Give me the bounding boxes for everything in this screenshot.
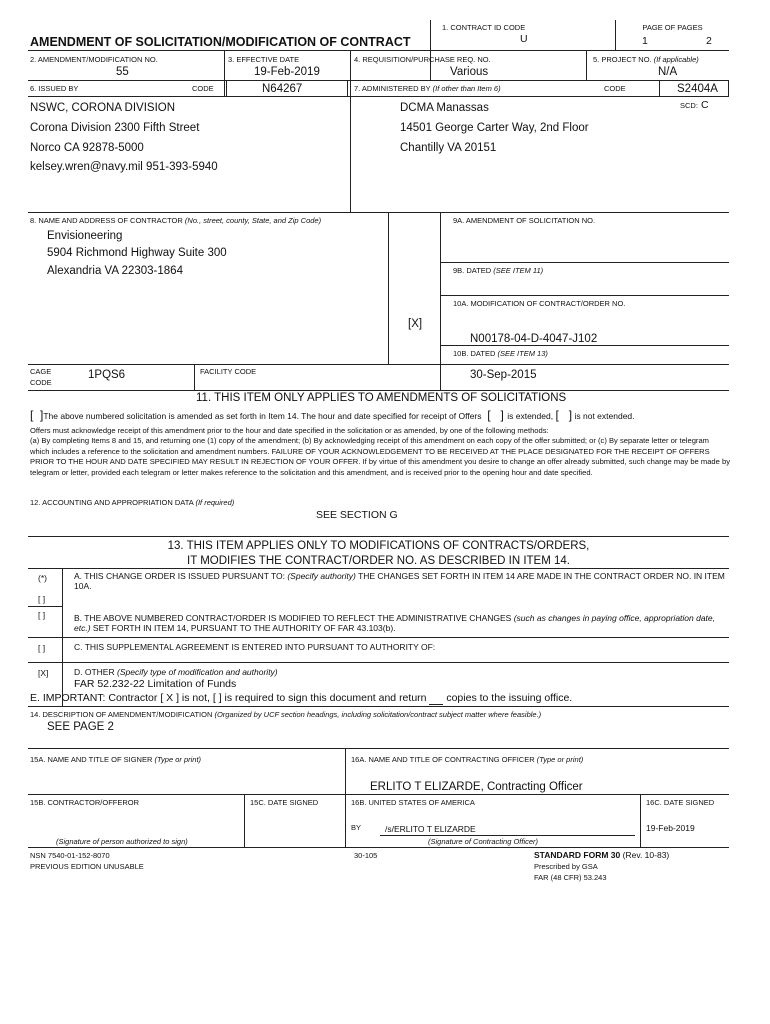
pages-label: PAGE OF PAGES (642, 23, 703, 32)
rule (28, 662, 729, 663)
f4-value: Various (450, 66, 489, 78)
f15a-label: 15A. NAME AND TITLE OF SIGNER (Type or print) (30, 755, 202, 764)
rule (28, 794, 729, 795)
f1-label: 1. CONTRACT ID CODE (442, 23, 526, 32)
rule (345, 748, 346, 847)
form-title: AMENDMENT OF SOLICITATION/MODIFICATION OF CONTRACT (30, 35, 411, 49)
f10a-checkbox: [X] (408, 318, 423, 330)
rule (28, 50, 729, 51)
f16b-value: /s/ERLITO T ELIZARDE (385, 824, 476, 834)
f16c-value: 19-Feb-2019 (646, 823, 695, 833)
form-number: 30-105 (354, 851, 378, 860)
sig-contractor-caption: (Signature of person authorized to sign) (56, 837, 188, 846)
f7-label: 7. ADMINISTERED BY (If other than Item 6) (354, 84, 501, 93)
sf-title: STANDARD FORM 30 (Rev. 10-83) (534, 850, 670, 860)
rule (28, 847, 729, 848)
f6-label: 6. ISSUED BY (30, 84, 79, 93)
signature-line (380, 835, 635, 836)
rule (28, 364, 729, 365)
page-number: 1 (642, 35, 648, 47)
f2-label: 2. AMENDMENT/MODIFICATION NO. (30, 55, 158, 64)
f6-code-label: CODE (192, 84, 214, 93)
rule (440, 295, 729, 296)
important-line: E. IMPORTANT: Contractor [ X ] is not, [ ] is required to sign this document and return copies to the issuing office. (30, 692, 573, 704)
f12-value: SEE SECTION G (316, 509, 398, 521)
item11-line1: [ ]The above numbered solicitation is amended as set forth in Item 14. The hour and date specified for receipt of Offers [ ] is extended, [ ] is not extended. (30, 408, 635, 422)
f5-value: N/A (658, 66, 678, 78)
rule (440, 262, 729, 263)
admin-line-2: 14501 George Carter Way, 2nd Floor (400, 122, 589, 134)
rule (586, 50, 587, 80)
rule (194, 364, 195, 390)
item13d-mark: [X] (38, 668, 49, 678)
rule (28, 390, 729, 391)
facility-label: FACILITY CODE (200, 367, 257, 376)
f1-value: U (520, 33, 528, 45)
sig-officer-caption: (Signature of Contracting Officer) (428, 837, 539, 846)
previous-edition: PREVIOUS EDITION UNUSABLE (30, 862, 144, 871)
f3-value: 19-Feb-2019 (254, 66, 320, 78)
rule (28, 536, 729, 537)
f16a-value: ERLITO T ELIZARDE, Contracting Officer (370, 781, 583, 793)
item13-heading-1: 13. THIS ITEM APPLIES ONLY TO MODIFICATIONS OF CONTRACTS/ORDERS, (167, 540, 590, 552)
f15b-label: 15B. CONTRACTOR/OFFEROR (30, 798, 140, 807)
rule (440, 212, 441, 390)
contractor-line-1: Envisioneering (47, 230, 123, 242)
f9a-label: 9A. AMENDMENT OF SOLICITATION NO. (453, 216, 596, 225)
far-ref: FAR (48 CFR) 53.243 (534, 873, 607, 882)
item13-heading-2: IT MODIFIES THE CONTRACT/ORDER NO. AS DESCRIBED IN ITEM 14. (187, 555, 570, 567)
rule (28, 96, 729, 97)
f16c-label: 16C. DATE SIGNED (646, 798, 715, 807)
cage-value: 1PQS6 (88, 369, 126, 381)
by-label: BY (351, 823, 362, 832)
contractor-line-2: 5904 Richmond Highway Suite 300 (47, 247, 227, 259)
f15c-label: 15C. DATE SIGNED (250, 798, 319, 807)
cage-label-2: CODE (30, 378, 52, 387)
rule (28, 606, 62, 607)
item13-blank-mark: [ ] (38, 594, 46, 604)
f6-code-value: N64267 (262, 83, 303, 95)
rule (640, 794, 641, 847)
rule (244, 794, 245, 847)
admin-line-3: Chantilly VA 20151 (400, 142, 497, 154)
f8-label: 8. NAME AND ADDRESS OF CONTRACTOR (No., street, county, State, and Zip Code) (30, 216, 322, 225)
f7-code-value: S2404A (677, 83, 718, 95)
f10a-value: N00178-04-D-4047-J102 (470, 333, 598, 345)
f14-label: 14. DESCRIPTION OF AMENDMENT/MODIFICATION (Organized by UCF section headings, including solicitation/contract subject matter where feasible.) (30, 710, 542, 719)
rule (28, 706, 729, 707)
prescribed-by: Prescribed by GSA (534, 862, 598, 871)
rule (430, 20, 431, 80)
item13a-mark: (*) (38, 573, 47, 583)
item13c-text: C. THIS SUPPLEMENTAL AGREEMENT IS ENTERED INTO PURSUANT TO AUTHORITY OF: (74, 642, 436, 652)
issuer-line-1: NSWC, CORONA DIVISION (30, 102, 176, 114)
scd-value: C (701, 99, 709, 111)
item11-paragraph: Offers must acknowledge receipt of this amendment prior to the hour and date specified in the solicitation or as amended, by one of the following methods: (a) By completing Items 8 and 15, and returning one (1) copy of the amendment; (b) By acknowledging receipt of this amendment on each copy of the offer submitted; or (c) By separate letter or telegram which includes a reference to the solicitation and amendment numbers. FAILURE OF YOUR ACKNOWLEDGEMENT TO BE RECEIVED AT THE PLACE DESIGNATED FOR THE RECEIPT OF OFFERS PRIOR TO THE HOUR AND DATE SPECIFIED MAY RESULT IN REJECTION OF YOUR OFFER. If by virtue of this amendment you desire to change an offer already submitted, such change may be made by telegram or letter, provided each telegram or letter makes reference to the solicitation and this amendment, and is received prior to the opening hour and date specified. (30, 426, 731, 477)
rule (28, 212, 729, 213)
issuer-line-3: Norco CA 92878-5000 (30, 142, 144, 154)
nsn: NSN 7540-01-152-8070 (30, 851, 110, 860)
f5-label: 5. PROJECT NO. (If applicable) (593, 55, 699, 64)
item13d-text: D. OTHER (Specify type of modification and authority) (74, 667, 278, 677)
f12-label: 12. ACCOUNTING AND APPROPRIATION DATA (If required) (30, 498, 235, 507)
rule (28, 80, 729, 81)
rule (350, 50, 351, 212)
f2-value: 55 (116, 66, 129, 78)
f10a-label: 10A. MODIFICATION OF CONTRACT/ORDER NO. (453, 299, 626, 308)
item13a-text: A. THIS CHANGE ORDER IS ISSUED PURSUANT TO: (Specify authority) THE CHANGES SET FORTH IN ITEM 14 ARE MADE IN THE CONTRACT ORDER NO. IN ITEM 10A. (74, 571, 725, 591)
rule (224, 50, 225, 96)
f14-value: SEE PAGE 2 (47, 721, 114, 733)
item13b-text: B. THE ABOVE NUMBERED CONTRACT/ORDER IS MODIFIED TO REFLECT THE ADMINISTRATIVE CHANGES (such as changes in paying office, appropriation date, etc.) SET FORTH IN ITEM 14, PURSUANT TO THE AUTHORITY OF FAR 43.103(b). (74, 613, 716, 633)
f10b-label: 10B. DATED (SEE ITEM 13) (453, 349, 548, 358)
item13b-mark: [ ] (38, 610, 46, 620)
item13d-value: FAR 52.232-22 Limitation of Funds (74, 678, 237, 690)
rule (28, 748, 729, 749)
f4-label: 4. REQUISITION/PURCHASE REQ. NO. (354, 55, 491, 64)
rule (28, 637, 729, 638)
contractor-line-3: Alexandria VA 22303-1864 (47, 265, 183, 277)
f16a-label: 16A. NAME AND TITLE OF CONTRACTING OFFICER (Type or print) (351, 755, 584, 764)
f3-label: 3. EFFECTIVE DATE (228, 55, 300, 64)
f16b-label: 16B. UNITED STATES OF AMERICA (351, 798, 475, 807)
f9b-label: 9B. DATED (SEE ITEM 11) (453, 266, 544, 275)
issuer-line-2: Corona Division 2300 Fifth Street (30, 122, 200, 134)
scd-label: SCD: (680, 101, 698, 110)
cage-label: CAGE (30, 367, 52, 376)
rule (388, 212, 389, 364)
f7-code-label: CODE (604, 84, 626, 93)
item13c-mark: [ ] (38, 643, 46, 653)
page-total: 2 (706, 35, 712, 47)
rule (28, 568, 729, 569)
f10b-value: 30-Sep-2015 (470, 369, 537, 381)
item11-heading: 11. THIS ITEM ONLY APPLIES TO AMENDMENTS OF SOLICITATIONS (196, 392, 567, 404)
admin-line-1: DCMA Manassas (400, 102, 489, 114)
issuer-line-4: kelsey.wren@navy.mil 951-393-5940 (30, 161, 218, 173)
